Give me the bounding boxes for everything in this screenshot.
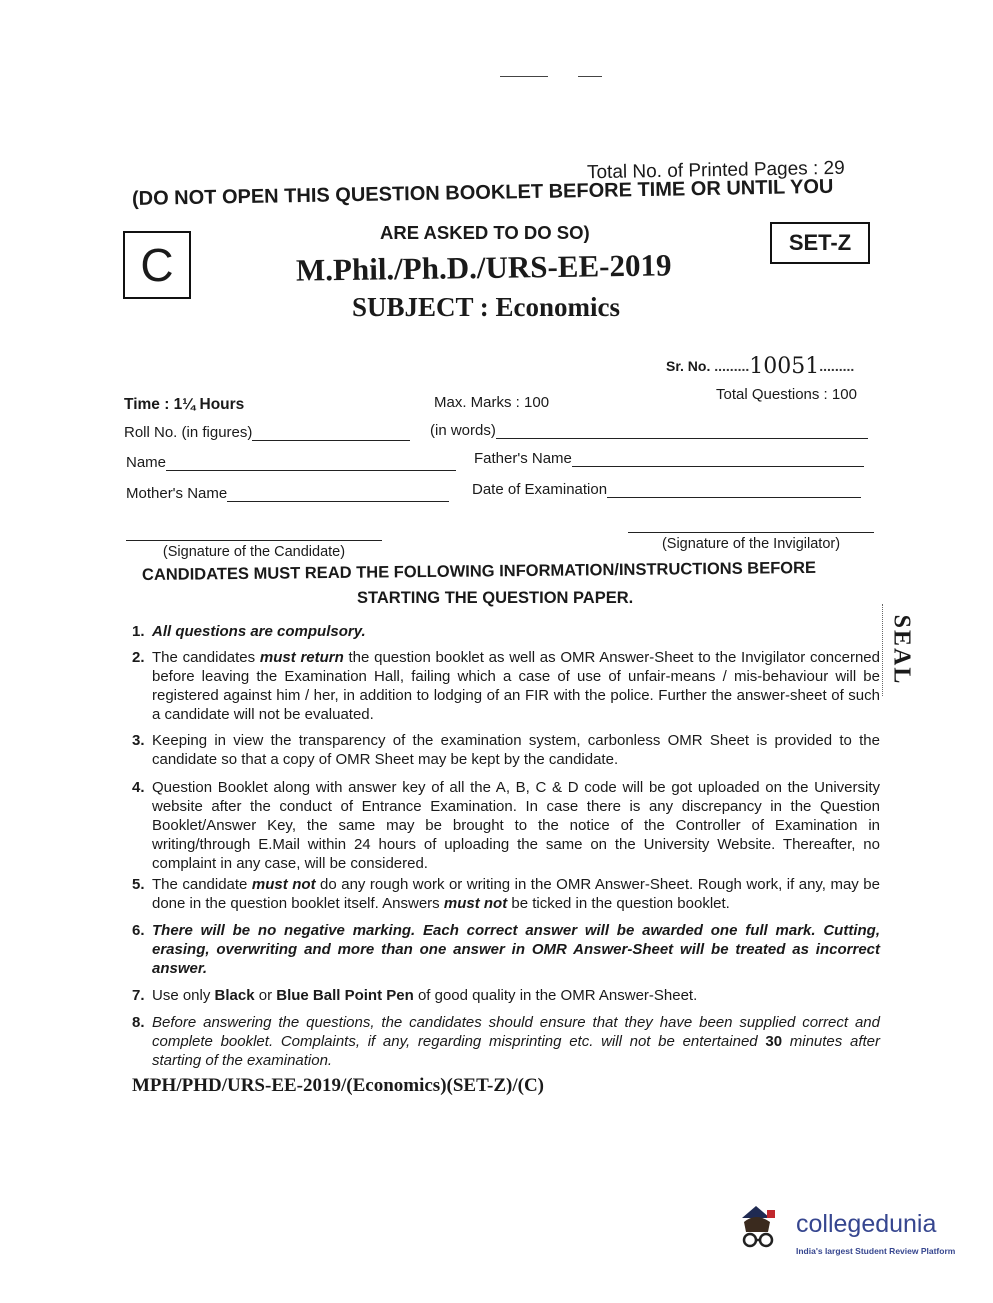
top-dash [500, 76, 548, 77]
brand-tagline: India's largest Student Review Platform [796, 1246, 956, 1256]
footer-code: MPH/PHD/URS-EE-2019/(Economics)(SET-Z)/(C) [132, 1075, 545, 1096]
instruction-6 [132, 921, 880, 978]
course-title: M.Phil./Ph.D./URS-EE-2019 [295, 247, 672, 288]
instruction-number: 8. [132, 1014, 145, 1031]
instruction-text: Use only Black or Blue Ball Point Pen of good quality in the OMR Answer-Sheet. [152, 987, 698, 1004]
instruction-number: 4. [132, 779, 145, 796]
instruction-1 [132, 622, 880, 641]
instruction-text: The candidate must not do any rough work or writing in the OMR Answer-Sheet. Rough work, if any, may be done in the question booklet itself. Answers must not be ticked in the question booklet. [152, 876, 880, 912]
top-dash [578, 76, 602, 77]
father-name-label: Father's Name [474, 450, 572, 467]
max-marks [434, 394, 549, 411]
father-name-field[interactable] [474, 450, 864, 467]
mother-name-label: Mother's Name [126, 485, 228, 502]
roll-words-label: (in words) [430, 422, 496, 439]
serial-label: Sr. No. [666, 358, 711, 374]
instructions-heading-1: CANDIDATES MUST READ THE FOLLOWING INFORMATION/INSTRUCTIONS BEFORE [141, 558, 817, 584]
subject-line [352, 292, 620, 323]
instruction-text: There will be no negative marking. Each correct answer will be awarded one full mark. Cutting, erasing, overwriting and more than one answer in OMR Answer-Sheet will be treated as incorrect answer. [152, 922, 880, 977]
booklet-code-box: C [123, 231, 191, 299]
instruction-text: All questions are compulsory. [152, 623, 366, 640]
seal-text: SEAL [888, 614, 915, 686]
instruction-5 [132, 875, 880, 913]
exam-date-label: Date of Examination [472, 481, 608, 498]
instruction-2 [132, 648, 880, 724]
max-marks-text: Max. Marks : 100 [434, 394, 550, 411]
instruction-number: 3. [132, 732, 145, 749]
name-label: Name [126, 454, 167, 471]
roll-figures-field[interactable] [124, 424, 410, 441]
warning-line-2: ARE ASKED TO DO SO) [380, 222, 590, 243]
candidate-signature: (Signature of the Candidate) [126, 540, 382, 560]
instruction-4 [132, 778, 880, 873]
instruction-7 [132, 986, 880, 1005]
warning-line-1: (DO NOT OPEN THIS QUESTION BOOKLET BEFORE TIME OR UNTIL YOU [131, 175, 834, 210]
brand-name: collegedunia [796, 1210, 937, 1238]
instruction-number: 5. [132, 876, 145, 893]
mother-name-field[interactable] [126, 485, 449, 502]
total-pages: Total No. of Printed Pages : 29 [586, 157, 845, 184]
instruction-text: Before answering the questions, the candidates should ensure that they have been supplied correct and complete booklet. Complaints, if any, regarding misprinting etc. will not be entertained 30 minutes after starting of the examination. [152, 1014, 881, 1069]
total-questions: Total Questions : 100 [716, 386, 857, 403]
instruction-number: 2. [132, 649, 145, 666]
instruction-3 [132, 731, 880, 769]
serial-number: Sr. No. .........10051......... [666, 354, 855, 379]
serial-value: 10051 [749, 354, 820, 379]
instruction-number: 1. [132, 623, 145, 640]
set-box: SET-Z [770, 222, 870, 264]
instruction-number: 7. [132, 987, 145, 1004]
subject-name: Economics [495, 292, 621, 322]
roll-words-field[interactable] [430, 422, 868, 439]
instruction-number: 6. [132, 922, 145, 939]
subject-label: SUBJECT : [352, 292, 489, 322]
instruction-text: Question Booklet along with answer key of all the A, B, C & D code will be got uploaded on the University website after the conduct of Entrance Examination. In case there is any discrepancy in the Question Booklet/Answer Key, the same may be brought to the notice of the Controller of Examination in writing/through E.Mail within 24 hours of uploading the same on the University Website. Thereafter, no complaint in any case, will be considered. [152, 779, 880, 872]
instructions-heading-2: STARTING THE QUESTION PAPER. [357, 589, 634, 607]
exam-date-field[interactable] [472, 481, 861, 498]
name-field[interactable] [126, 454, 456, 471]
instruction-text: Keeping in view the transparency of the examination system, carbonless OMR Sheet is provided to the candidate so that a copy of OMR Sheet may be kept by the candidate. [152, 732, 880, 768]
time-label: Time : 1¼ Hours [124, 396, 245, 413]
roll-figures-label: Roll No. (in figures) [124, 424, 253, 441]
invigilator-signature: (Signature of the Invigilator) [628, 532, 874, 552]
seal-stamp [882, 604, 919, 696]
instruction-text: The candidates must return the question booklet as well as OMR Answer-Sheet to the Invigilator concerned before leaving the Examination Hall, failing which a case of use of unfair-means / mis-behaviour will be registered against him / her, in addition to lodging of an FIR with the police. Further the answer-sheet of such a candidate will not be evaluated. [152, 649, 880, 723]
instruction-8 [132, 1013, 880, 1070]
